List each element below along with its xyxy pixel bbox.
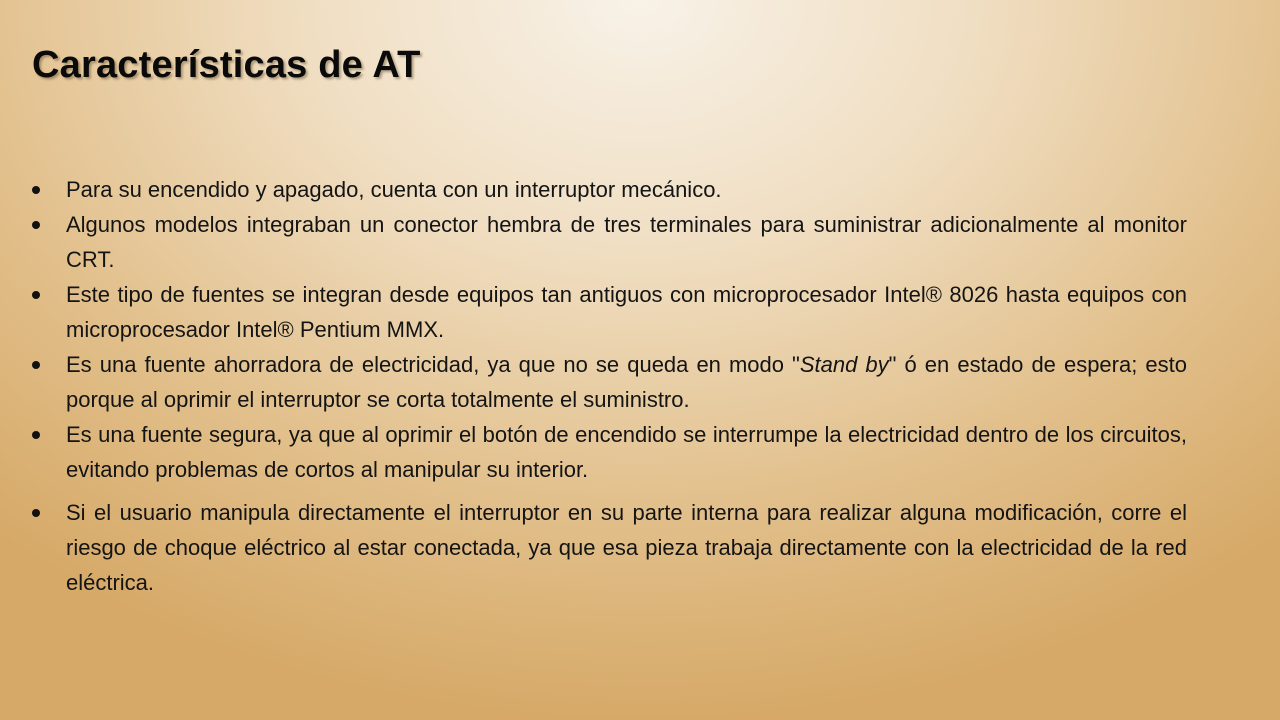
bullet-dot-icon (32, 186, 40, 194)
bullet-text-italic: Stand by (799, 352, 889, 377)
bullet-dot-icon (32, 221, 40, 229)
bullet-text: Para su encendido y apagado, cuenta con un interruptor mecánico. (66, 177, 722, 202)
bullet-text-end: " ó en estado de espera; esto porque al oprimir el interruptor se corta totalmente el suministro. (66, 352, 1187, 412)
bullet-item (30, 207, 1187, 277)
bullet-item (30, 172, 1187, 207)
bullet-text: Es una fuente segura, ya que al oprimir el botón de encendido se interrumpe la electricidad dentro de los circuitos, evitando problemas de cortos al manipular su interior. (66, 422, 1187, 482)
bullet-dot-icon (32, 291, 40, 299)
bullet-item (30, 347, 1187, 417)
bullet-item (30, 277, 1187, 347)
bullet-dot-icon (32, 431, 40, 439)
bullet-dot-icon (32, 509, 40, 517)
bullet-text: Este tipo de fuentes se integran desde equipos tan antiguos con microprocesador Intel® 8026 hasta equipos con microprocesador Intel® Pentium MMX. (66, 282, 1187, 342)
bullet-list (30, 172, 1187, 600)
bullet-item (30, 417, 1187, 487)
bullet-text-start: Es una fuente ahorradora de electricidad, ya que no se queda en modo " (66, 352, 800, 377)
slide-title: Características de AT (32, 44, 421, 86)
bullet-dot-icon (32, 361, 40, 369)
bullet-text: Algunos modelos integraban un conector hembra de tres terminales para suministrar adicionalmente al monitor CRT. (66, 212, 1187, 272)
bullet-item (30, 495, 1187, 600)
bullet-text: Si el usuario manipula directamente el interruptor en su parte interna para realizar alguna modificación, corre el riesgo de choque eléctrico al estar conectada, ya que esa pieza trabaja directamente con la electricidad de la red eléctrica. (66, 500, 1187, 595)
